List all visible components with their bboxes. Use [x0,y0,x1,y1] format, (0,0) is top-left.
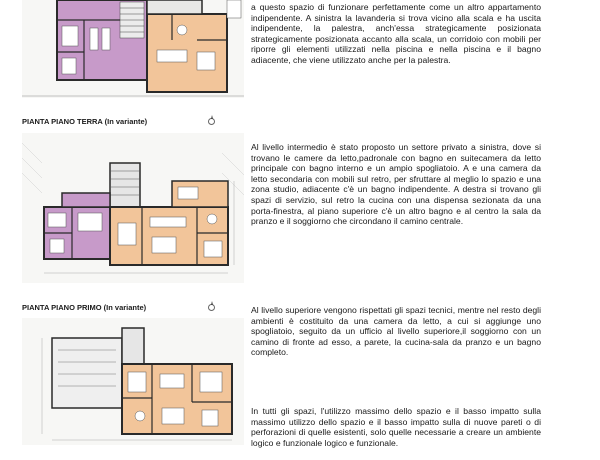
paragraph-ground-floor: Al livello intermedio è stato proposto un settore privato a sinistra, dove si trovano le camere da letto,padronale con bagno en suitecamera da letto principale con bagno interno e un ampio spogliatoio. A e una camera da letto secondaria con mobili sul retro, per sfruttare al meglio lo spazio e una zona studio, adiacente c'è un bagno indipendente. A destra si trovano gli spazi di servizio, sul retro la cucina con una dispensa sezionata da una porta-finestra, al piano superiore c'è un altro bagno e al centro la sala da pranzo e il soggiorno che circondano il camino centrale. [251,142,541,227]
floor-plan-basement [22,0,244,98]
paragraph-first-floor: Al livello superiore vengono rispettati gli spazi tecnici, mentre nel resto degli ambienti è costituito da una camera da letto, a cui si aggiunge uno spogliatoio, seguito da un ufficio al livello superiore,il soggiorno con un camino di fronte ad esso, a parete, la cucina-sala da pranzo e un bagno completo. [251,305,541,358]
north-arrow-icon [208,304,215,311]
plan-caption-ground: PIANTA PIANO TERRA (In variante) [22,117,148,126]
paragraph-basement: a questo spazio di funzionare perfettamente come un altro appartamento indipendente. A sinistra la lavanderia si trova vicino alla scala e ha uscita indipendente, la palestra, anch'essa strategicamente posizionata strategicamente posizionata accanto alla scala, un corridoio con mobili per riporre gli elementi utilizzati nella piscina e nella piscina e il bagno adiacente, che viene utilizzato anche per la palestra. [251,2,541,65]
floor-plan-ground [22,133,244,283]
paragraph-conclusion: In tutti gli spazi, l'utilizzo massimo dello spazio e il basso impatto sulla massimo utilizzo dello spazio e il basso impatto sulla di nuove pareti o di perforazioni di quelle esistenti, solo quelle necessarie a creare un ambiente logico e funzionale logico e funzionale. [251,406,541,448]
north-arrow-icon [208,118,215,125]
plan-caption-first: PIANTA PIANO PRIMO (In variante) [22,303,147,312]
floor-plan-first [22,318,244,445]
